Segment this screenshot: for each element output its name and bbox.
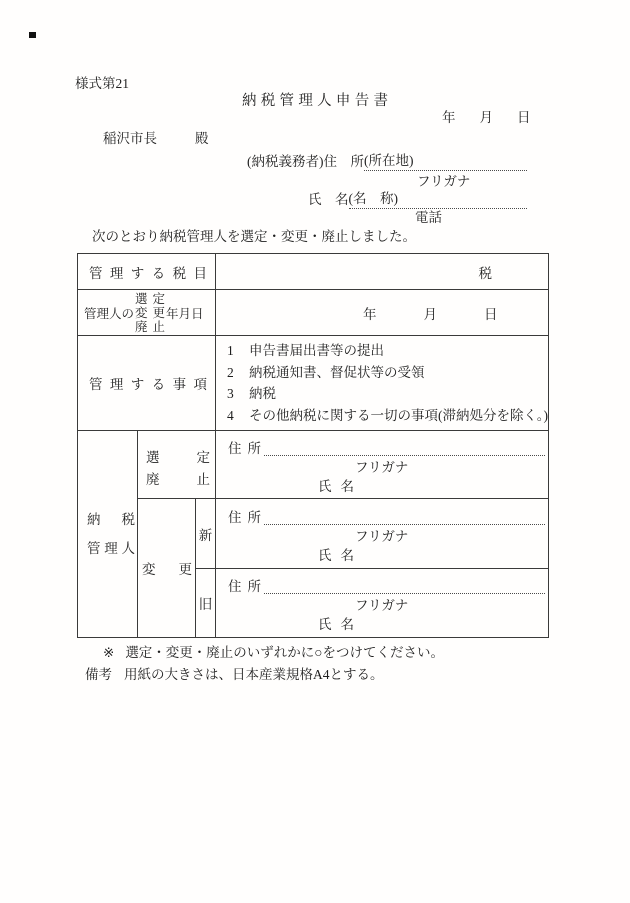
form-title: 納税管理人申告書 <box>241 93 393 109</box>
matters-item <box>227 383 548 405</box>
form-number: 様式第21 <box>75 76 129 91</box>
select-abolish-labels <box>138 439 215 491</box>
declaration-sentence: 次のとおり納税管理人を選定・変更・廃止しました。 <box>92 229 416 244</box>
taxpayer-address-paren: (所在地) <box>364 153 414 168</box>
entry-address-row <box>228 439 545 458</box>
new-label-cell <box>196 499 216 569</box>
manager-date-suffix: 年月日 <box>166 306 204 321</box>
header-date-line <box>442 109 531 127</box>
day-label: 日 <box>484 306 498 322</box>
entry-name-label: 氏 名 <box>318 617 354 632</box>
taxpayer-address-field <box>364 152 527 171</box>
matters-item <box>227 362 548 384</box>
day-label: 日 <box>517 110 531 125</box>
tax-suffix-label: 税 <box>478 265 492 281</box>
item-number: 4 <box>227 407 234 423</box>
tax-items-label: 管 理 す る 税 目 <box>89 265 207 281</box>
month-label: 月 <box>479 110 493 125</box>
entry-address-row <box>228 577 545 596</box>
entry-address-label: 住 所 <box>228 440 261 456</box>
entry-furigana-label: フリガナ <box>355 459 409 475</box>
manager-date-value <box>216 303 548 323</box>
change-label: 変 更 <box>142 562 192 577</box>
taxpayer-furigana-label: フリガナ <box>417 174 471 189</box>
item-text: 納税通知書、督促状等の受領 <box>249 364 425 380</box>
entry-address-label: 住 所 <box>228 509 261 525</box>
entry-address-row <box>228 508 545 527</box>
taxpayer-name-label: 氏 名 <box>308 192 349 207</box>
manager-label-line2: 管 理 人 <box>87 541 135 556</box>
manager-entry-old <box>216 569 549 638</box>
note-text: 選定・変更・廃止のいずれかに○をつけてください。 <box>125 645 444 660</box>
entry-furigana-label: フリガナ <box>355 528 409 544</box>
entry-address-label: 住 所 <box>228 579 261 594</box>
matters-label-cell <box>78 336 216 431</box>
manager-date-label <box>78 292 215 334</box>
note-circle-instruction <box>103 644 444 662</box>
remarks-label: 備考 <box>85 667 112 682</box>
manager-table <box>77 253 549 638</box>
old-label-cell <box>196 569 216 638</box>
taxpayer-name-field <box>349 190 528 209</box>
entry-name-label: 氏 名 <box>318 547 354 563</box>
select-label: 選 定 <box>146 449 210 465</box>
matters-list <box>216 340 548 426</box>
option-change: 変 更 <box>135 305 166 320</box>
entry-furigana-label: フリガナ <box>355 598 409 613</box>
tax-items-label-cell <box>78 254 216 290</box>
item-number: 3 <box>227 386 234 401</box>
note-text: 用紙の大きさは、日本産業規格A4とする。 <box>124 667 384 682</box>
item-text: 納税 <box>249 386 276 401</box>
manager-date-label-cell <box>78 290 216 336</box>
manager-date-value-cell <box>216 290 549 336</box>
matters-item <box>227 340 548 362</box>
item-number: 2 <box>227 364 234 380</box>
taxpayer-name-row <box>308 190 527 209</box>
month-label: 月 <box>423 306 437 322</box>
change-label-cell <box>138 499 196 638</box>
tax-items-value-cell <box>216 254 549 290</box>
matters-label: 管 理 す る 事 項 <box>89 377 207 392</box>
entry-address-field <box>264 524 545 525</box>
manager-entry-select <box>216 431 549 499</box>
taxpayer-address-label: (納税義務者)住 所 <box>247 154 364 169</box>
item-text: その他納税に関する一切の事項(滞納処分を除く。) <box>249 407 548 423</box>
abolish-label: 廃 止 <box>146 471 210 487</box>
addressee-name: 稲沢市長 <box>103 131 157 146</box>
entry-address-field <box>264 455 545 456</box>
year-label: 年 <box>363 306 377 322</box>
option-abolish: 廃 止 <box>135 319 166 334</box>
manager-entry-new <box>216 499 549 569</box>
honorific: 殿 <box>195 131 209 146</box>
scan-artifact <box>29 32 36 38</box>
item-number: 1 <box>227 343 234 358</box>
manager-label-line1: 納 税 <box>87 512 135 527</box>
entry-address-field <box>264 593 545 594</box>
addressee-line <box>103 130 209 148</box>
new-label: 新 <box>198 527 213 543</box>
manager-header-cell <box>78 431 138 638</box>
select-abolish-cell <box>138 431 216 499</box>
taxpayer-name-paren: (名 称) <box>348 191 398 206</box>
matters-item <box>227 405 548 427</box>
taxpayer-address-row <box>247 152 527 171</box>
manager-date-options <box>135 292 165 334</box>
taxpayer-phone-label: 電話 <box>415 210 442 225</box>
year-label: 年 <box>442 110 456 125</box>
old-label: 旧 <box>198 597 213 612</box>
option-select: 選 定 <box>135 291 166 306</box>
note-paper-size <box>85 666 384 684</box>
note-marker: ※ <box>103 645 115 660</box>
matters-list-cell <box>216 336 549 431</box>
manager-date-prefix: 管理人の <box>84 306 135 321</box>
item-text: 申告書届出書等の提出 <box>249 343 384 358</box>
entry-name-label: 氏 名 <box>318 478 354 494</box>
